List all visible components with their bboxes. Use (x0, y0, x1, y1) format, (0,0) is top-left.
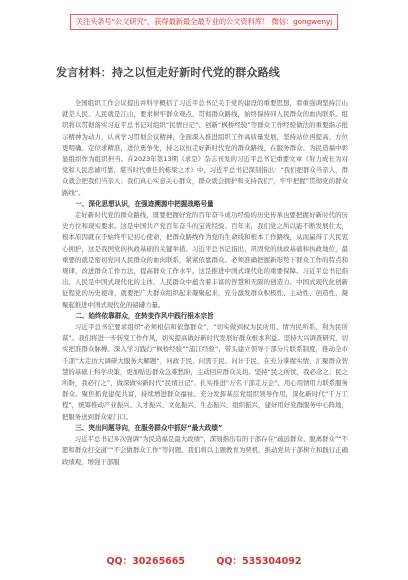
footer-qq-2: QQ：535304092 (216, 556, 302, 567)
document-body (62, 98, 348, 468)
footer-qq-1: QQ：30265665 (106, 556, 186, 567)
paragraph-section-2: 习近平总书记要求组织“必须相信和依靠群众”，“切实做到权为民所用、情为民所系、利为民所谋”。我们将进一步转变工作作风，切实提高做好新时代发展好群众根本利益。坚持大兴调查研究，切实把准群众脉搏。深入学习践行“枫桥经验”“浦江经验”，带头建立领导干部分片联系制度，推动全市千部“大走访大调研大服务大解题”，问政于民、问需于民、问计于民，在充分掌握实情、汇聚群众智慧的基础上科学决策，更加贴近群众急难愁盼，主动回应群众关切。坚持“民之所忧，我必念之；民之所盼，我必行之”，做深做实新时代“民情日记”，扎实推进“万名干部走万企”，用心用情用力联系服务群众。聚焦抓党建促共富，持续增进群众福祉。充分发挥基层党组织领导作用，深化新时代“千万工程”，统筹推动产业振兴、人才振兴、文化振兴、生态振兴、组织振兴，建好用好党群服务中心阵地，把服务送到群众家门口。 (62, 323, 348, 421)
paragraph-intro: 全国组织工作会议提出并科学概括了习近平总书记关于党的建设的重要思想，看重强调坚持江山就是人民、人民就是江山，要求树牢群众观点、贯彻群众路线，始终保持同人民群众的血肉联系。组织将以贯彻落实习近平总书记对组织“民情日记”、创新“枫桥经验”等群众工作经验做法的重要指示批示精神为动力，认真学习贯彻会议精神，全面深入推进组织工作高质量发展，坚持站位再提高、方位更明确、定位求精准，进位勇争先，持之以恒走好新时代党的群众路线，在服务群众、为民造福中彰显组织作为组织担当。在2023年第13期《求是》杂志刊发的习近平总书记重要文章《努力成长为对党和人民忠诚可靠、堪当时代重任的栋梁之才》中，习近平总书记深刻指出：“我们把群众当亲人，群众就会把我们当亲人；我们真心实意关心群众，群众就会拥护和支持我们”，牢牢把握“贯彻党的群众路线”。 (62, 99, 348, 197)
section-heading-2: 二、始终依靠群众，在转变作风中践行根本宗旨 (75, 311, 214, 320)
section-heading-1: 一、深化思想认识，在强迹溯源中把握战略号量 (75, 199, 214, 208)
promo-banner[interactable]: 关注头条号"公文研究"，获得最新最全最专业的公文资料库！ 微信：gongwenyj (70, 14, 338, 30)
page-title: 发言材料：持之以恒走好新时代党的群众路线 (56, 66, 280, 79)
section-heading-3: 三、突出问题导向，在服务群众中抓好“最大政绩” (75, 423, 223, 432)
paragraph-section-3: 习近平总书记多次强调“为民造福是最大政绩”，深刻指出有的干部存在“疏远群众、脱离群众”“不愿和群众打交道”“不会做群众工作”等问题。我们将以主题教育为契机，推动党员干部树立和践行正确政绩观，增强干部服 (62, 435, 348, 466)
paragraph-section-1: 走好新时代党的群众路线，既要把握好党的百年奋斗成功经验的历史传承也要把握好新时代的历史方位和现实要求。这是中国共产党百年奋斗的宝贵经验。百年来，我们党之所以能不断发展壮大，根本原因就在于始终牢记初心使命，把群众路线作为党的生命线和根本工作路线，从而赢得了人民衷心拥护，这是我国党的执政基础的关键举措。习近平总书记指出，巩固党的执政基础和执政地位，最重要的就是密切党同人民群众的血肉联系，紧紧依靠群众。必须准确把握新形势下群众工作的特点和规律，改进群众工作方法，提高群众工作水平。这是推进中国式现代化的重要保障。习近平总书记指出，人民是中国式现代化的主体，人民群众中蕴含着丰富的智慧和无限的创造力。中国式现代化创新征程党的历史使命，就要把广大群众组织起来凝聚起来，充分激发群众积极性、主动性、创造性，凝聚起推进中国式现代化的磅礴力量。 (62, 211, 348, 309)
footer-contacts (0, 553, 408, 567)
